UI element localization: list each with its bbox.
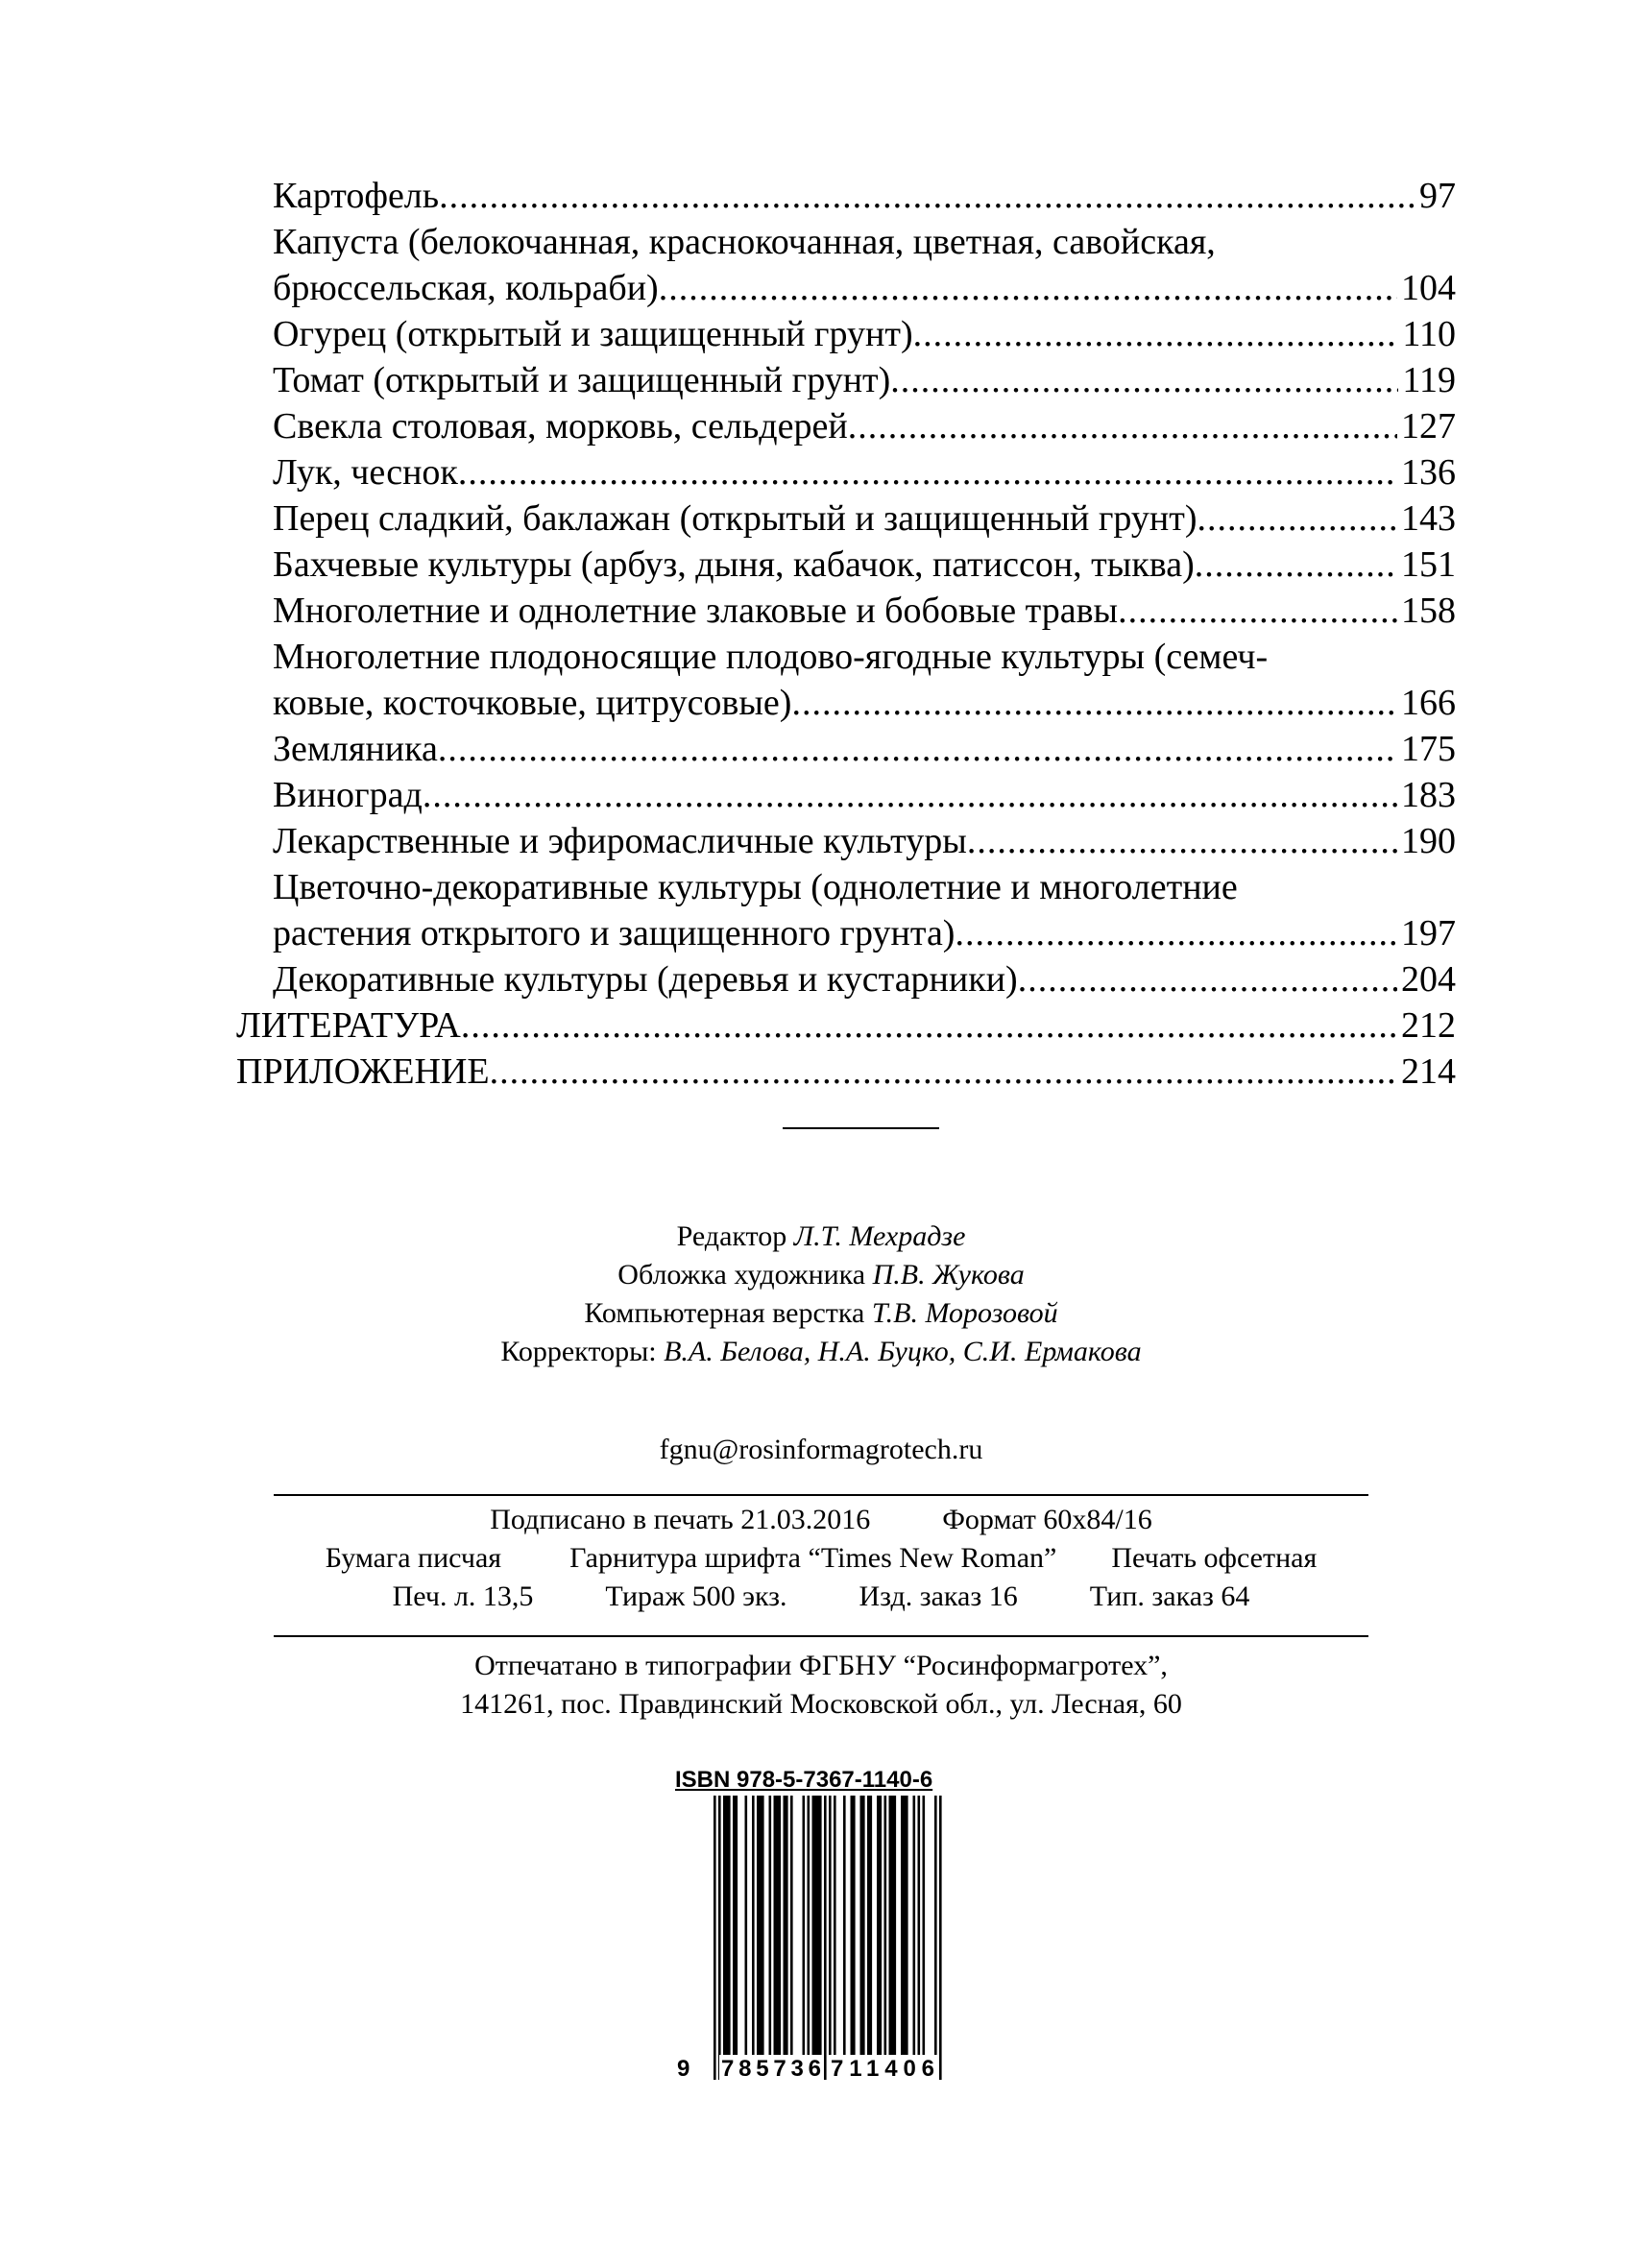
toc-entry-title: Лекарственные и эфиромасличные культуры <box>273 821 967 861</box>
barcode-graphic <box>675 1794 963 2082</box>
table-of-contents <box>236 173 1456 1095</box>
barcode-bar <box>877 1796 880 2057</box>
toc-page-number: 214 <box>1401 1051 1456 1092</box>
toc-entry-title-line: Цветочно-декоративные культуры (однолетние и многолетние <box>273 867 1238 907</box>
imprint-block <box>274 1501 1368 1616</box>
toc-leader-dots <box>913 311 1399 357</box>
toc-page-number: 104 <box>1401 268 1456 308</box>
barcode-bar <box>853 1796 856 2057</box>
barcode-bar <box>829 1796 832 2080</box>
barcode-bar <box>786 1796 788 2057</box>
toc-leader-dots <box>1018 956 1397 1002</box>
toc-leader-dots <box>458 449 1397 495</box>
toc-entry-title-line: Капуста (белокочанная, краснокочанная, цветная, савойская, <box>273 222 1216 262</box>
barcode-bar <box>889 1796 892 2057</box>
toc-line-with-page <box>273 680 1456 726</box>
toc-page-number: 204 <box>1401 959 1456 1000</box>
toc-page-number: 183 <box>1401 775 1456 815</box>
cover-line <box>269 1256 1373 1294</box>
toc-entry <box>236 403 1456 449</box>
sheets: Печ. л. 13,5 <box>392 1580 534 1612</box>
toc-entry <box>236 173 1456 219</box>
barcode-bar <box>812 1796 815 2057</box>
toc-line-with-page <box>273 726 1456 772</box>
toc-line-with-page <box>273 173 1456 219</box>
toc-entry-title-line: Многолетние плодоносящие плодово-ягодные культуры (семеч- <box>273 637 1269 677</box>
barcode-bar <box>760 1796 762 2057</box>
typeface: Гарнитура шрифта “Times New Roman” <box>569 1542 1057 1574</box>
editor-name: Л.Т. Мехрадзе <box>793 1220 966 1252</box>
printed-line-2: 141261, пос. Правдинский Московской обл., ул. Лесная, 60 <box>460 1688 1182 1720</box>
toc-page-number: 158 <box>1401 591 1456 631</box>
credits-block <box>269 1218 1373 1371</box>
toc-page-number: 127 <box>1401 406 1456 446</box>
toc-leader-dots <box>1197 495 1397 542</box>
imprint-row-3 <box>274 1578 1368 1616</box>
toc-entry <box>236 357 1456 403</box>
toc-line-with-page <box>273 588 1456 634</box>
toc-leader-dots <box>955 910 1397 956</box>
toc-leader-dots <box>890 357 1398 403</box>
toc-entry <box>236 311 1456 357</box>
barcode-bar <box>774 1796 777 2057</box>
toc-entry <box>236 588 1456 634</box>
signed-date: Подписано в печать 21.03.2016 <box>490 1504 871 1535</box>
barcode-bar <box>834 1796 836 2057</box>
barcode-bar <box>870 1796 873 2057</box>
toc-page-number: 197 <box>1401 913 1456 953</box>
toc-entry <box>236 449 1456 495</box>
barcode-left-digits: 785736 <box>721 2056 821 2082</box>
cover-name: П.В. Жукова <box>872 1259 1025 1291</box>
barcode-bar <box>894 1796 897 2057</box>
toc-page-number: 190 <box>1401 821 1456 861</box>
toc-line-with-page <box>273 956 1456 1002</box>
toc-entry <box>236 864 1456 956</box>
isbn-barcode <box>675 1794 963 2082</box>
toc-line-with-page <box>273 910 1456 956</box>
proofreaders-line <box>269 1333 1373 1371</box>
format: Формат 60x84/16 <box>942 1504 1152 1535</box>
imprint-top-rule <box>274 1494 1368 1496</box>
toc-page-number: 166 <box>1401 683 1456 723</box>
toc-entry-title: растения открытого и защищенного грунта) <box>273 913 956 953</box>
toc-line-with-page <box>273 449 1456 495</box>
toc-entry <box>236 726 1456 772</box>
toc-line-with-page <box>273 311 1456 357</box>
editor-line <box>269 1218 1373 1256</box>
toc-entry <box>236 634 1456 726</box>
barcode-bar <box>934 1796 937 2080</box>
toc-leader-dots <box>967 818 1397 864</box>
toc-entry-title: Картофель <box>273 176 440 216</box>
barcode-bar <box>769 1796 772 2057</box>
toc-page-number: 175 <box>1401 729 1456 769</box>
toc-entry-title: Томат (открытый и защищенный грунт) <box>273 360 891 400</box>
toc-page-number: 151 <box>1401 544 1456 585</box>
toc-page-number: 212 <box>1401 1005 1456 1046</box>
paper: Бумага писчая <box>325 1542 502 1574</box>
barcode-bar <box>728 1796 731 2057</box>
barcode-bar <box>862 1796 865 2057</box>
printed-line-1: Отпечатано в типографии ФГБНУ “Росинформагротех”, <box>474 1650 1168 1681</box>
toc-line-with-page <box>273 403 1456 449</box>
barcode-bar <box>779 1796 782 2057</box>
toc-leader-dots <box>423 772 1397 818</box>
barcode-bar <box>814 1796 817 2057</box>
toc-leader-dots <box>659 265 1397 311</box>
layout-line <box>269 1294 1373 1333</box>
barcode-bar <box>803 1796 806 2057</box>
toc-leader-dots <box>490 1049 1397 1095</box>
print-run: Тираж 500 экз. <box>605 1580 787 1612</box>
toc-leader-dots <box>791 680 1397 726</box>
barcode-bar <box>790 1796 793 2057</box>
barcode-bar <box>726 1796 729 2057</box>
toc-entry-title: Декоративные культуры (деревья и кустарники) <box>273 959 1018 1000</box>
barcode-bar <box>819 1796 822 2057</box>
barcode-bar <box>939 1796 942 2080</box>
toc-entry-title: ПРИЛОЖЕНИЕ <box>236 1051 490 1092</box>
layout-label: Компьютерная верстка <box>584 1297 865 1329</box>
toc-page-number: 97 <box>1419 176 1456 216</box>
editor-label: Редактор <box>676 1220 787 1252</box>
print-method: Печать офсетная <box>1111 1542 1318 1574</box>
barcode-bar <box>843 1796 846 2057</box>
barcode-bar <box>851 1796 854 2057</box>
short-divider <box>783 1127 939 1129</box>
toc-line-with-page <box>236 1002 1456 1049</box>
toc-leader-dots <box>848 403 1397 449</box>
toc-entry-title: Лук, чеснок <box>273 452 458 493</box>
barcode-bar <box>867 1796 870 2057</box>
toc-entry <box>236 495 1456 542</box>
toc-entry-title: Виноград <box>273 775 423 815</box>
toc-line-with-page <box>273 542 1456 588</box>
toc-entry-title: брюссельская, кольраби) <box>273 268 659 308</box>
barcode-bar <box>913 1796 916 2057</box>
printed-at <box>274 1647 1368 1724</box>
toc-leader-dots <box>1118 588 1397 634</box>
barcode-bar <box>817 1796 820 2057</box>
proof-label: Корректоры: <box>500 1336 657 1367</box>
toc-entry <box>236 542 1456 588</box>
toc-entry-title: Бахчевые культуры (арбуз, дыня, кабачок, патиссон, тыква) <box>273 544 1195 585</box>
toc-entry-title: ЛИТЕРАТУРА <box>236 1005 461 1046</box>
toc-entry <box>236 1049 1456 1095</box>
barcode-bar <box>776 1796 779 2057</box>
toc-entry <box>236 956 1456 1002</box>
toc-entry-title: Огурец (открытый и защищенный грунт) <box>273 314 913 354</box>
barcode-first-digit: 9 <box>677 2056 690 2082</box>
barcode-bar <box>923 1796 926 2057</box>
barcode-bar <box>723 1796 726 2057</box>
imprint-bottom-rule <box>274 1635 1368 1637</box>
layout-name: Т.В. Морозовой <box>871 1297 1058 1329</box>
isbn-label: ISBN 978-5-7367-1140-6 <box>675 1767 933 1793</box>
toc-line-with-page <box>273 495 1456 542</box>
toc-leader-dots <box>1195 542 1397 588</box>
toc-line-with-page <box>273 772 1456 818</box>
imprint-row-1 <box>274 1501 1368 1539</box>
barcode-bar <box>901 1796 904 2057</box>
toc-leader-dots <box>438 726 1397 772</box>
barcode-bar <box>757 1796 760 2057</box>
barcode-bars <box>714 1796 942 2080</box>
toc-entry <box>236 818 1456 864</box>
toc-page-number: 110 <box>1402 314 1456 354</box>
barcode-bar <box>718 1796 721 2080</box>
toc-entry-title: Земляника <box>273 729 438 769</box>
barcode-bar <box>918 1796 921 2057</box>
toc-page-number: 119 <box>1402 360 1456 400</box>
toc-line-with-page <box>273 265 1456 311</box>
barcode-bar <box>860 1796 863 2057</box>
proof-names: В.А. Белова, Н.А. Буцко, С.И. Ермакова <box>664 1336 1142 1367</box>
barcode-bar <box>880 1796 883 2057</box>
barcode-bar <box>752 1796 755 2057</box>
toc-entry-title: ковые, косточковые, цитрусовые) <box>273 683 792 723</box>
toc-page-number: 143 <box>1401 498 1456 539</box>
toc-page-number: 136 <box>1401 452 1456 493</box>
toc-entry-title: Многолетние и однолетние злаковые и бобовые травы <box>273 591 1119 631</box>
toc-leader-dots <box>439 173 1415 219</box>
toc-line-with-page <box>236 1049 1456 1095</box>
barcode-bar <box>891 1796 894 2057</box>
barcode-bar <box>733 1796 736 2057</box>
barcode-bar <box>884 1796 887 2057</box>
toc-line-with-page <box>273 818 1456 864</box>
barcode-bar <box>904 1796 907 2057</box>
toc-entry <box>236 219 1456 311</box>
toc-entry <box>236 1002 1456 1049</box>
barcode-bar <box>745 1796 748 2057</box>
contact-email: fgnu@rosinformagrotech.ru <box>659 1434 983 1465</box>
printer-order: Тип. заказ 64 <box>1089 1580 1250 1612</box>
toc-entry-title: Перец сладкий, баклажан (открытый и защищенный грунт) <box>273 498 1197 539</box>
barcode-bar <box>824 1796 827 2080</box>
publisher-order: Изд. заказ 16 <box>859 1580 1018 1612</box>
barcode-bar <box>906 1796 908 2057</box>
toc-line-with-page <box>273 357 1456 403</box>
barcode-right-digits: 711406 <box>831 2056 934 2082</box>
barcode-bar <box>808 1796 810 2057</box>
barcode-bar <box>714 1796 716 2080</box>
toc-entry <box>236 772 1456 818</box>
toc-leader-dots <box>461 1002 1397 1049</box>
barcode-bar <box>736 1796 738 2057</box>
barcode-bar <box>784 1796 786 2057</box>
cover-label: Обложка художника <box>617 1259 866 1291</box>
toc-entry-title: Свекла столовая, морковь, сельдерей <box>273 406 848 446</box>
imprint-row-2 <box>274 1539 1368 1578</box>
barcode-bar <box>762 1796 764 2057</box>
